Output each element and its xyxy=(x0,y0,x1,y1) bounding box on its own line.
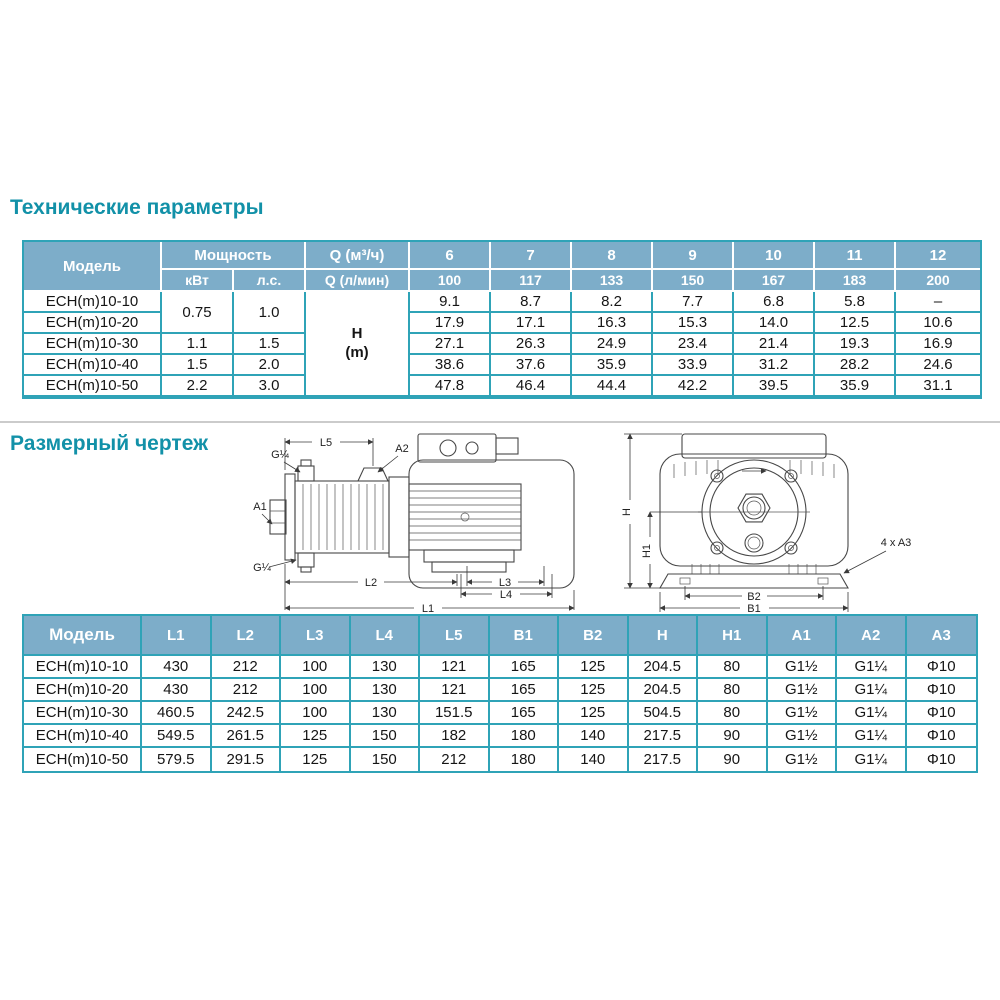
table-row xyxy=(24,679,976,702)
table-cell: 121 xyxy=(420,679,490,702)
column-header-ql183: 183 xyxy=(815,270,896,292)
head-unit-line2: (m) xyxy=(345,343,369,361)
dim-label-h: H xyxy=(621,508,633,516)
table-cell: 150 xyxy=(351,725,421,748)
hp-cell: 1.5 xyxy=(234,334,306,355)
column-header-a2: A2 xyxy=(837,616,907,656)
dim-label-l1: L1 xyxy=(421,603,435,615)
table-cell: 35.9 xyxy=(572,355,653,376)
table-cell: 242.5 xyxy=(212,702,282,725)
table-cell: 217.5 xyxy=(629,748,699,771)
table-cell: 19.3 xyxy=(815,334,896,355)
table-cell: 16.9 xyxy=(896,334,980,355)
table-cell: 165 xyxy=(490,679,560,702)
column-header-q12: 12 xyxy=(896,242,980,270)
table-cell: G1¼ xyxy=(837,679,907,702)
column-header-l5: L5 xyxy=(420,616,490,656)
table-cell: G1¼ xyxy=(837,702,907,725)
table-cell: Φ10 xyxy=(907,702,977,725)
table-cell: 130 xyxy=(351,702,421,725)
column-header-q11: 11 xyxy=(815,242,896,270)
table-cell: 151.5 xyxy=(420,702,490,725)
table-cell: 212 xyxy=(420,748,490,771)
tech-params-title: Технические параметры xyxy=(10,196,264,219)
column-header-model: Модель xyxy=(24,242,162,292)
table-cell: 33.9 xyxy=(653,355,734,376)
table-cell: 17.9 xyxy=(410,313,491,334)
table-row xyxy=(24,292,980,313)
table-cell: 80 xyxy=(698,656,768,679)
column-header-a1: A1 xyxy=(768,616,838,656)
table-header-row xyxy=(24,242,980,270)
table-cell: 80 xyxy=(698,702,768,725)
table-cell: G1½ xyxy=(768,702,838,725)
table-cell: 180 xyxy=(490,748,560,771)
table-cell: 212 xyxy=(212,656,282,679)
table-cell: G1½ xyxy=(768,679,838,702)
table-cell: 125 xyxy=(281,748,351,771)
table-cell: 28.2 xyxy=(815,355,896,376)
dim-label-b1: B1 xyxy=(747,603,761,615)
table-cell: 23.4 xyxy=(653,334,734,355)
table-cell: 7.7 xyxy=(653,292,734,313)
table-cell: 37.6 xyxy=(491,355,572,376)
kw-cell: 2.2 xyxy=(162,376,234,397)
table-cell: 140 xyxy=(559,748,629,771)
column-header-model: Модель xyxy=(24,616,142,656)
pump-side-view xyxy=(270,434,574,588)
table-cell: 24.9 xyxy=(572,334,653,355)
column-header-a3: A3 xyxy=(907,616,977,656)
dim-label-l5: L5 xyxy=(319,437,333,449)
column-header-h: H xyxy=(629,616,699,656)
table-cell: 430 xyxy=(142,656,212,679)
table-cell: 31.1 xyxy=(896,376,980,397)
table-cell: 125 xyxy=(281,725,351,748)
dim-label-a2: A2 xyxy=(395,443,409,455)
table-cell: 125 xyxy=(559,702,629,725)
table-row xyxy=(24,334,980,355)
table-row xyxy=(24,656,976,679)
table-cell: 549.5 xyxy=(142,725,212,748)
column-header-hp: л.с. xyxy=(234,270,306,292)
column-header-power: Мощность xyxy=(162,242,306,270)
dim-label-g14-bottom: G¼ xyxy=(253,562,271,574)
dim-label-l2: L2 xyxy=(364,577,378,589)
dim-label-a1: A1 xyxy=(253,501,267,513)
table-cell: 9.1 xyxy=(410,292,491,313)
table-cell: 31.2 xyxy=(734,355,815,376)
table-cell: 504.5 xyxy=(629,702,699,725)
column-header-l1: L1 xyxy=(142,616,212,656)
column-header-q7: 7 xyxy=(491,242,572,270)
table-row xyxy=(24,748,976,771)
column-header-ql167: 167 xyxy=(734,270,815,292)
table-cell: 80 xyxy=(698,679,768,702)
table-cell: 140 xyxy=(559,725,629,748)
table-row xyxy=(24,725,976,748)
table-cell: 38.6 xyxy=(410,355,491,376)
table-row xyxy=(24,376,980,397)
table-cell: 204.5 xyxy=(629,656,699,679)
table-cell: 100 xyxy=(281,656,351,679)
tech-params-table xyxy=(22,240,982,399)
model-cell: ECH(m)10-20 xyxy=(24,313,162,334)
column-header-q-m3h: Q (м³/ч) xyxy=(306,242,410,270)
model-cell: ECH(m)10-10 xyxy=(24,292,162,313)
column-header-q9: 9 xyxy=(653,242,734,270)
table-cell: 204.5 xyxy=(629,679,699,702)
table-cell: 14.0 xyxy=(734,313,815,334)
column-header-h1: H1 xyxy=(698,616,768,656)
table-cell: 130 xyxy=(351,679,421,702)
table-cell: Φ10 xyxy=(907,748,977,771)
dim-label-a3: 4 x A3 xyxy=(880,537,912,549)
table-cell: G1¼ xyxy=(837,748,907,771)
table-row xyxy=(24,355,980,376)
table-cell: G1¼ xyxy=(837,656,907,679)
table-cell: Φ10 xyxy=(907,656,977,679)
table-cell: 46.4 xyxy=(491,376,572,397)
dim-label-h1: H1 xyxy=(641,543,653,559)
table-cell: 121 xyxy=(420,656,490,679)
table-cell: G1½ xyxy=(768,748,838,771)
model-cell: ECH(m)10-40 xyxy=(24,355,162,376)
table-cell: 6.8 xyxy=(734,292,815,313)
column-header-q10: 10 xyxy=(734,242,815,270)
dimensional-drawing-title: Размерный чертеж xyxy=(10,432,208,455)
table-header-row xyxy=(24,616,976,656)
column-header-kw: кВт xyxy=(162,270,234,292)
table-cell: Φ10 xyxy=(907,725,977,748)
table-cell: 100 xyxy=(281,679,351,702)
table-cell: 291.5 xyxy=(212,748,282,771)
column-header-q6: 6 xyxy=(410,242,491,270)
model-cell: ECH(m)10-50 xyxy=(24,748,142,771)
table-cell: 165 xyxy=(490,656,560,679)
table-cell: 44.4 xyxy=(572,376,653,397)
kw-cell: 1.5 xyxy=(162,355,234,376)
table-cell: 100 xyxy=(281,702,351,725)
column-header-ql117: 117 xyxy=(491,270,572,292)
model-cell: ECH(m)10-10 xyxy=(24,656,142,679)
table-cell: 17.1 xyxy=(491,313,572,334)
column-header-ql150: 150 xyxy=(653,270,734,292)
table-cell: 212 xyxy=(212,679,282,702)
table-cell: Φ10 xyxy=(907,679,977,702)
table-cell: 150 xyxy=(351,748,421,771)
table-cell: 460.5 xyxy=(142,702,212,725)
table-cell: 27.1 xyxy=(410,334,491,355)
head-unit-cell xyxy=(306,292,410,397)
table-cell: 125 xyxy=(559,679,629,702)
table-cell: – xyxy=(896,292,980,313)
model-cell: ECH(m)10-30 xyxy=(24,334,162,355)
table-cell: 125 xyxy=(559,656,629,679)
kw-cell: 1.1 xyxy=(162,334,234,355)
column-header-l2: L2 xyxy=(212,616,282,656)
section-divider xyxy=(0,421,1000,423)
column-header-ql133: 133 xyxy=(572,270,653,292)
dim-label-b2: B2 xyxy=(747,591,761,603)
table-cell: 579.5 xyxy=(142,748,212,771)
column-header-ql100: 100 xyxy=(410,270,491,292)
column-header-ql200: 200 xyxy=(896,270,980,292)
table-cell: 130 xyxy=(351,656,421,679)
table-cell: 12.5 xyxy=(815,313,896,334)
table-cell: 165 xyxy=(490,702,560,725)
table-cell: 261.5 xyxy=(212,725,282,748)
pump-end-view xyxy=(660,434,848,588)
table-cell: 8.7 xyxy=(491,292,572,313)
table-cell: 35.9 xyxy=(815,376,896,397)
table-cell: 42.2 xyxy=(653,376,734,397)
dim-label-l4: L4 xyxy=(499,589,513,601)
table-header-row xyxy=(24,270,980,292)
table-cell: 5.8 xyxy=(815,292,896,313)
table-cell: G1½ xyxy=(768,725,838,748)
column-header-l3: L3 xyxy=(281,616,351,656)
table-cell: 430 xyxy=(142,679,212,702)
kw-cell: 0.75 xyxy=(162,292,234,334)
head-unit-line1: H xyxy=(351,324,363,342)
column-header-q8: 8 xyxy=(572,242,653,270)
model-cell: ECH(m)10-50 xyxy=(24,376,162,397)
hp-cell: 1.0 xyxy=(234,292,306,334)
column-header-b1: B1 xyxy=(490,616,560,656)
model-cell: ECH(m)10-30 xyxy=(24,702,142,725)
hp-cell: 2.0 xyxy=(234,355,306,376)
dim-label-g14-top: G¼ xyxy=(271,449,289,461)
column-header-q-lmin: Q (л/мин) xyxy=(306,270,410,292)
table-cell: 8.2 xyxy=(572,292,653,313)
table-cell: 16.3 xyxy=(572,313,653,334)
table-cell: G1½ xyxy=(768,656,838,679)
table-cell: 15.3 xyxy=(653,313,734,334)
table-cell: 217.5 xyxy=(629,725,699,748)
table-cell: 90 xyxy=(698,748,768,771)
table-cell: 24.6 xyxy=(896,355,980,376)
table-row xyxy=(24,702,976,725)
table-cell: 182 xyxy=(420,725,490,748)
dimensions-table xyxy=(22,614,978,773)
dimensional-drawing xyxy=(252,424,952,616)
model-cell: ECH(m)10-40 xyxy=(24,725,142,748)
table-cell: 90 xyxy=(698,725,768,748)
hp-cell: 3.0 xyxy=(234,376,306,397)
table-cell: 180 xyxy=(490,725,560,748)
table-cell: 39.5 xyxy=(734,376,815,397)
table-cell: 47.8 xyxy=(410,376,491,397)
column-header-l4: L4 xyxy=(351,616,421,656)
table-cell: 26.3 xyxy=(491,334,572,355)
table-cell: 10.6 xyxy=(896,313,980,334)
column-header-b2: B2 xyxy=(559,616,629,656)
table-cell: G1¼ xyxy=(837,725,907,748)
dim-label-l3: L3 xyxy=(498,577,512,589)
table-cell: 21.4 xyxy=(734,334,815,355)
model-cell: ECH(m)10-20 xyxy=(24,679,142,702)
